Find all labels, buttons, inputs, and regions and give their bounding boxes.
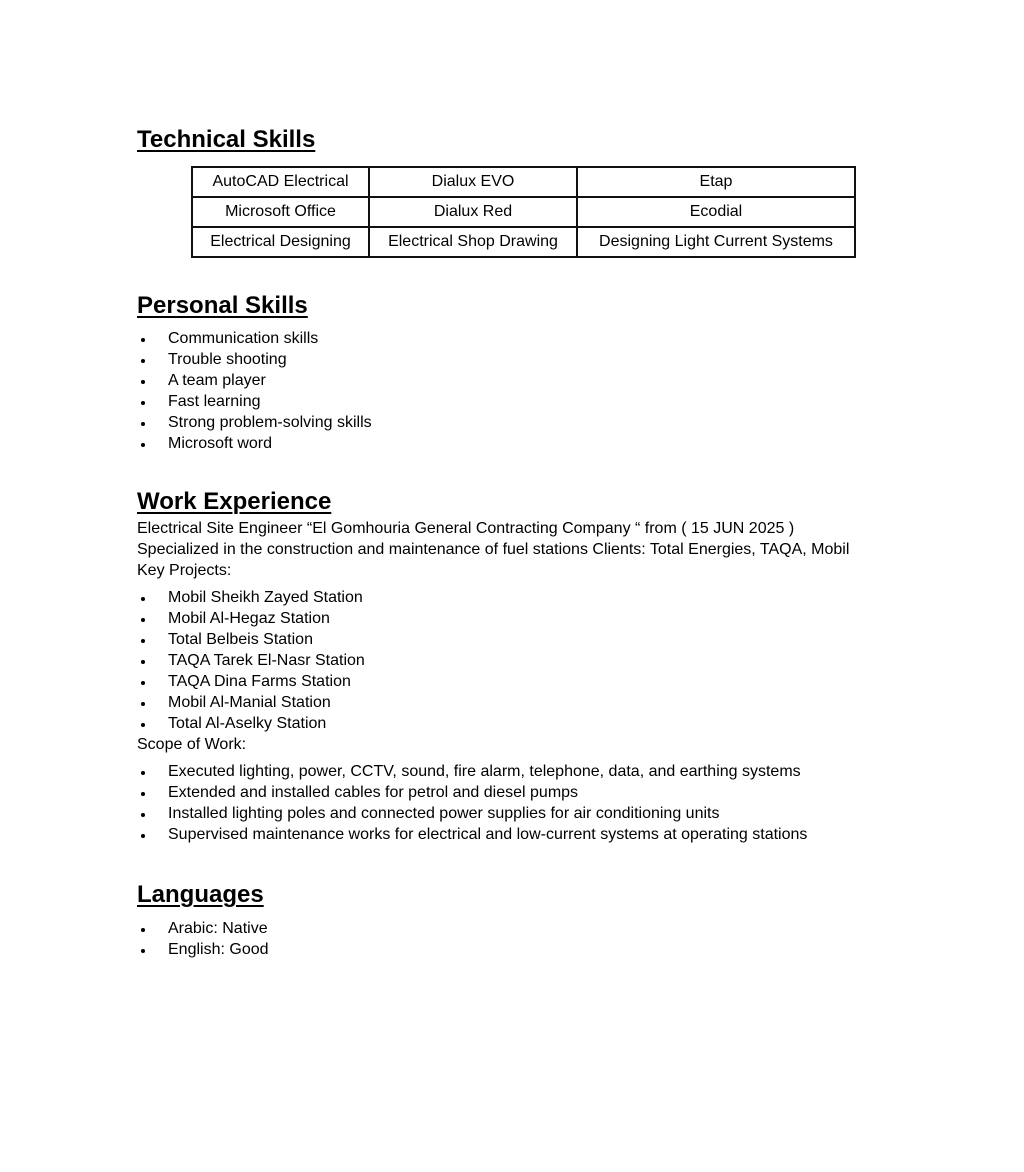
list-item: Trouble shooting [137, 349, 897, 370]
list-item: Extended and installed cables for petrol and diesel pumps [137, 782, 897, 803]
list-item: TAQA Dina Farms Station [137, 671, 897, 692]
personal-skills-section [137, 290, 897, 454]
table-cell: Ecodial [577, 197, 855, 227]
languages-section [137, 879, 897, 960]
list-item: TAQA Tarek El-Nasr Station [137, 650, 897, 671]
key-projects-list [137, 587, 897, 734]
list-item: Strong problem-solving skills [137, 412, 897, 433]
list-item: Total Belbeis Station [137, 629, 897, 650]
job-title-line: Electrical Site Engineer “El Gomhouria General Contracting Company “ from ( 15 JUN 2025 ) [137, 520, 795, 537]
list-item: Supervised maintenance works for electrical and low-current systems at operating stations [137, 824, 897, 845]
key-projects-label: Key Projects: [137, 562, 232, 579]
table-cell: Etap [577, 167, 855, 197]
table-cell: AutoCAD Electrical [192, 167, 369, 197]
table-row [192, 167, 855, 197]
technical-skills-table [191, 166, 856, 258]
table-cell: Electrical Shop Drawing [369, 227, 577, 257]
list-item: Total Al-Aselky Station [137, 713, 897, 734]
table-row [192, 197, 855, 227]
list-item: Mobil Al-Hegaz Station [137, 608, 897, 629]
table-cell: Dialux Red [369, 197, 577, 227]
work-experience-section [137, 486, 897, 845]
table-cell: Designing Light Current Systems [577, 227, 855, 257]
table-cell: Microsoft Office [192, 197, 369, 227]
list-item: Mobil Sheikh Zayed Station [137, 587, 897, 608]
list-item: Fast learning [137, 391, 897, 412]
work-experience-heading: Work Experience [137, 488, 332, 515]
list-item: Microsoft word [137, 433, 897, 454]
list-item: Mobil Al-Manial Station [137, 692, 897, 713]
specialization-text: Specialized in the construction and maintenance of fuel stations Clients: Total Energies, TAQA, Mobil [137, 541, 850, 558]
list-item: A team player [137, 370, 897, 391]
personal-skills-heading: Personal Skills [137, 292, 308, 319]
personal-skills-list [137, 328, 897, 454]
scope-of-work-label: Scope of Work: [137, 736, 247, 753]
table-row [192, 227, 855, 257]
list-item: Executed lighting, power, CCTV, sound, fire alarm, telephone, data, and earthing systems [137, 761, 897, 782]
list-item: Arabic: Native [137, 918, 897, 939]
languages-list [137, 918, 897, 960]
list-item: English: Good [137, 939, 897, 960]
scope-of-work-list [137, 761, 897, 845]
table-cell: Electrical Designing [192, 227, 369, 257]
resume-page [137, 124, 897, 960]
list-item: Communication skills [137, 328, 897, 349]
list-item: Installed lighting poles and connected power supplies for air conditioning units [137, 803, 897, 824]
technical-skills-heading: Technical Skills [137, 126, 316, 153]
table-cell: Dialux EVO [369, 167, 577, 197]
languages-heading: Languages [137, 881, 264, 908]
